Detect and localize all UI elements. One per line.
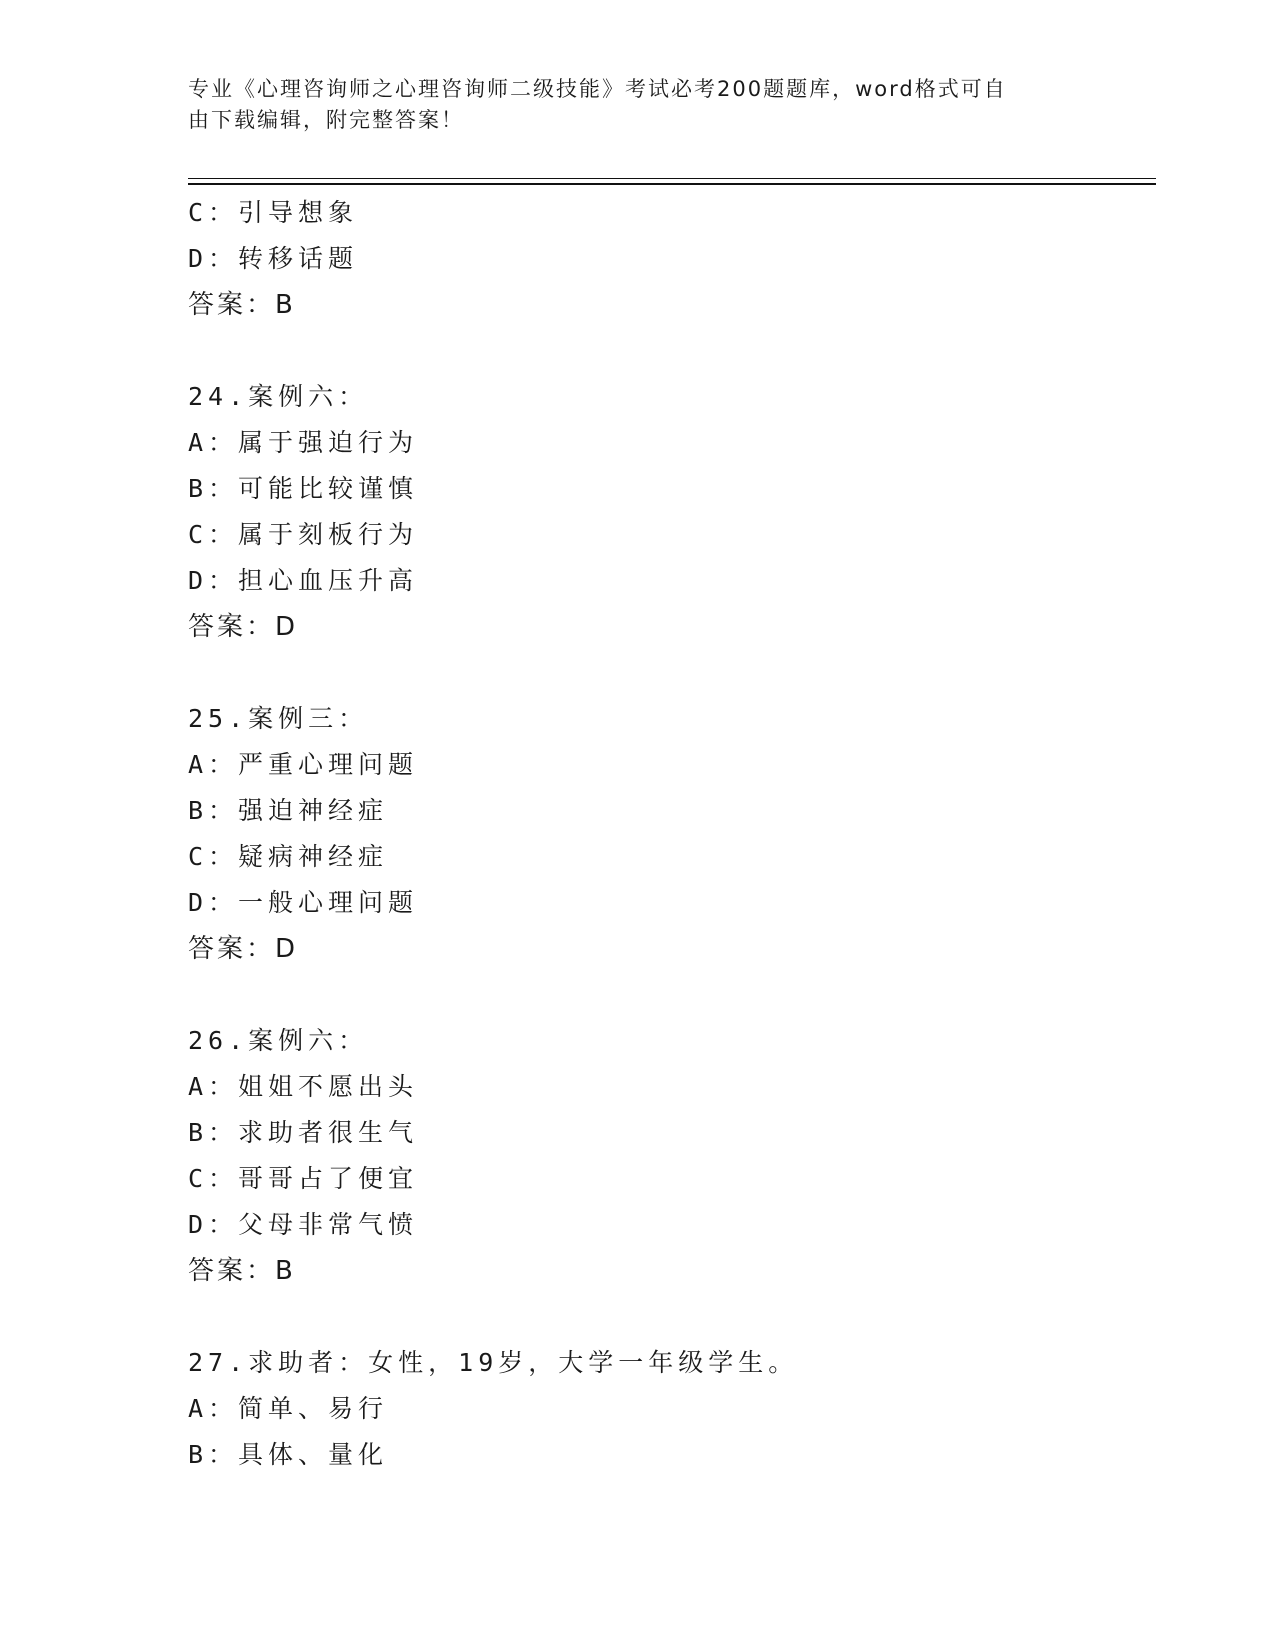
option-a: A：严重心理问题 xyxy=(188,750,419,779)
option-c: C：引导想象 xyxy=(188,198,359,227)
option-b: B：可能比较谨慎 xyxy=(188,474,419,503)
option-d: D：父母非常气愤 xyxy=(188,1210,419,1239)
question-25 xyxy=(188,696,1148,972)
option-b: B：强迫神经症 xyxy=(188,796,389,825)
option-a: A：简单、易行 xyxy=(188,1394,389,1423)
answer-line: 答案：D xyxy=(188,934,299,964)
option-d: D：担心血压升高 xyxy=(188,566,419,595)
question-list xyxy=(188,190,1148,1478)
answer-line: 答案：B xyxy=(188,1256,296,1286)
option-a: A：属于强迫行为 xyxy=(188,428,419,457)
header-title-line-1: 专业《心理咨询师之心理咨询师二级技能》考试必考200题题库，word格式可自 xyxy=(188,77,1007,101)
option-a: A：姐姐不愿出头 xyxy=(188,1072,419,1101)
answer-line: 答案：D xyxy=(188,612,299,642)
question-stem: 24.案例六： xyxy=(188,382,369,411)
option-d: D：一般心理问题 xyxy=(188,888,419,917)
question-27 xyxy=(188,1340,1148,1478)
option-b: B：求助者很生气 xyxy=(188,1118,419,1147)
question-stem: 27.求助者：女性，19岁，大学一年级学生。 xyxy=(188,1348,799,1377)
option-b: B：具体、量化 xyxy=(188,1440,389,1469)
header-title-line-2: 由下载编辑，附完整答案！ xyxy=(188,108,464,132)
question-23-continued xyxy=(188,190,1148,328)
question-stem: 26.案例六： xyxy=(188,1026,369,1055)
question-stem: 25.案例三： xyxy=(188,704,369,733)
option-c: C：疑病神经症 xyxy=(188,842,389,871)
question-26 xyxy=(188,1018,1148,1294)
document-header xyxy=(188,74,1068,136)
header-divider xyxy=(188,178,1156,185)
option-c: C：哥哥占了便宜 xyxy=(188,1164,419,1193)
question-24 xyxy=(188,374,1148,650)
option-d: D：转移话题 xyxy=(188,244,359,273)
answer-line: 答案：B xyxy=(188,290,296,320)
option-c: C：属于刻板行为 xyxy=(188,520,419,549)
